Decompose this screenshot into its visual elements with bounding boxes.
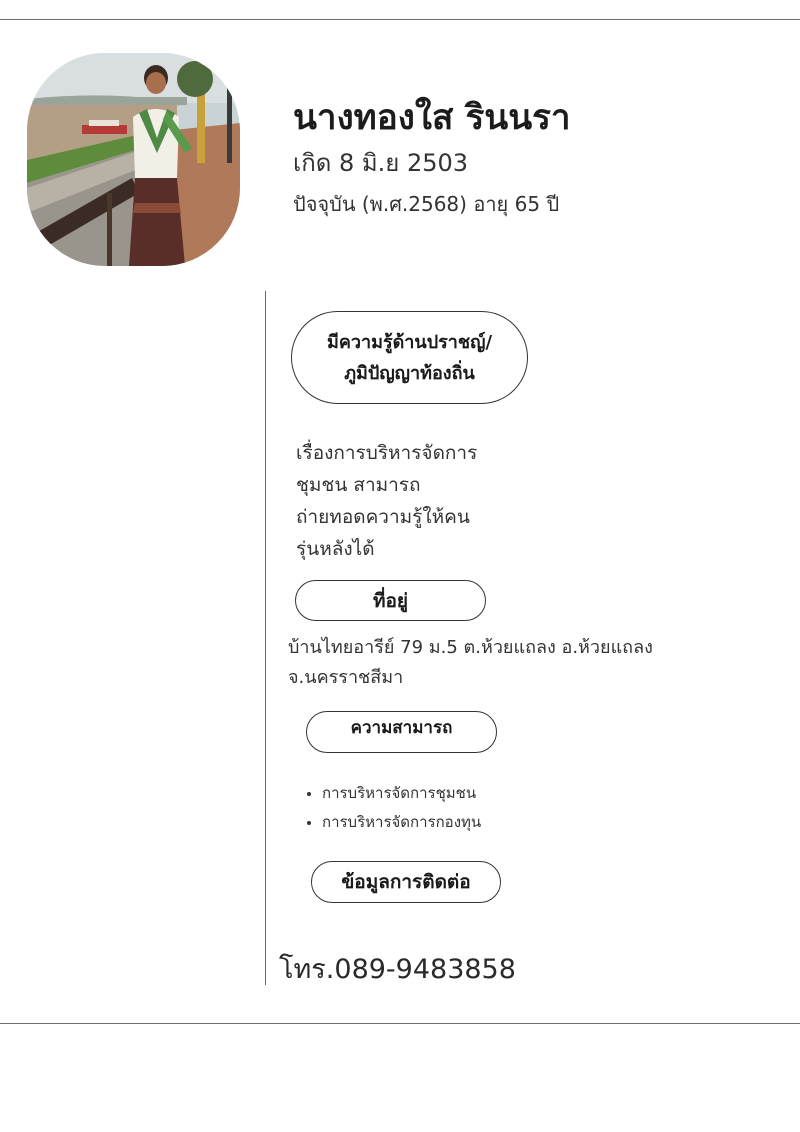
knowledge-heading — [291, 311, 528, 404]
knowledge-heading-line2: ภูมิปัญญาท้องถิ่น — [344, 362, 475, 384]
list-item — [303, 779, 481, 808]
ability-list — [303, 779, 481, 837]
address-line: บ้านไทยอารีย์ 79 ม.5 ต.ห้วยแถลง อ.ห้วยแถลง — [288, 637, 653, 658]
bullet-icon — [307, 821, 311, 825]
description-line: ถ่ายทอดความรู้ให้คน — [296, 506, 470, 528]
person-name: นางทองใส รินนรา — [293, 98, 571, 138]
profile-photo — [27, 53, 240, 266]
birth-date: เกิด 8 มิ.ย 2503 — [293, 149, 469, 177]
list-item — [303, 808, 481, 837]
ability-item: การบริหารจัดการชุมชน — [322, 784, 477, 802]
contact-heading: ข้อมูลการติดต่อ — [311, 861, 501, 903]
description-line: รุ่นหลังได้ — [296, 538, 375, 560]
address-text — [288, 633, 653, 693]
knowledge-description — [296, 437, 477, 565]
bullet-icon — [307, 792, 311, 796]
address-line: จ.นครราชสีมา — [288, 667, 404, 688]
phone-number: โทร.089-9483858 — [279, 954, 516, 985]
vertical-divider — [265, 291, 266, 985]
ability-item: การบริหารจัดการกองทุน — [322, 813, 482, 831]
top-divider — [0, 19, 800, 20]
address-heading: ที่อยู่ — [295, 580, 486, 621]
bottom-divider — [0, 1023, 800, 1024]
description-line: เรื่องการบริหารจัดการ — [296, 442, 478, 464]
description-line: ชุมชน สามารถ — [296, 474, 421, 496]
ability-heading: ความสามารถ — [306, 711, 497, 753]
knowledge-heading-line1: มีความรู้ด้านปราชญ์/ — [326, 331, 493, 353]
current-age: ปัจจุบัน (พ.ศ.2568) อายุ 65 ปี — [293, 192, 560, 216]
